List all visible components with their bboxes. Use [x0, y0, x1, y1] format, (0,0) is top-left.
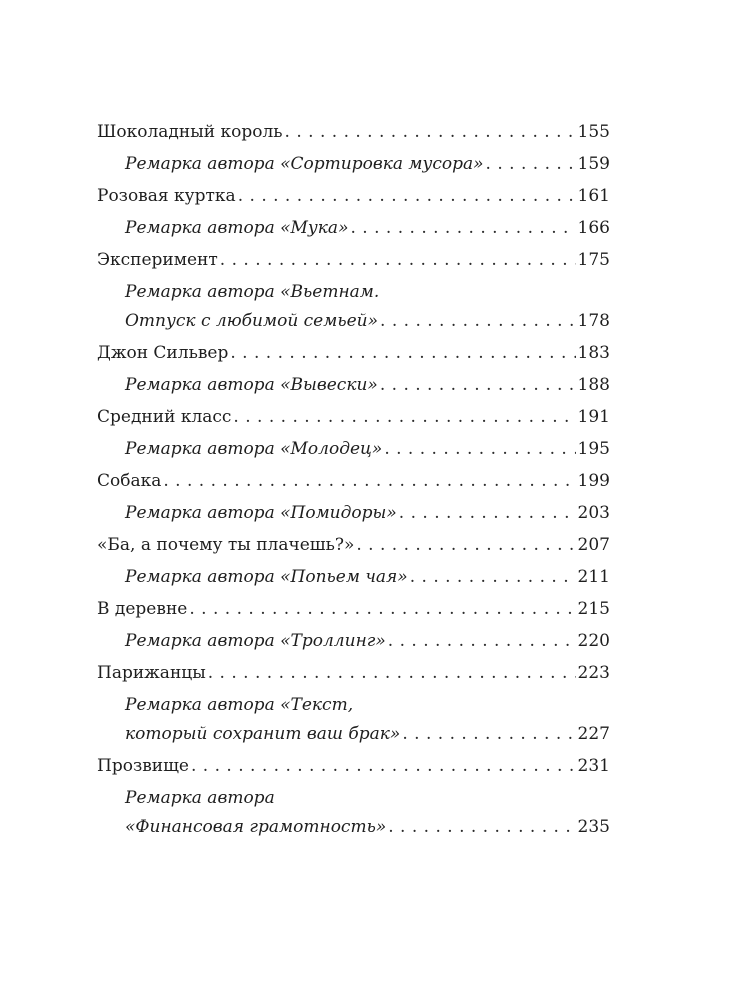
toc-entry-chapter	[97, 595, 610, 623]
page-number: 215	[577, 599, 610, 619]
toc-entry-chapter	[97, 752, 610, 780]
toc-entry-chapter	[97, 339, 610, 367]
toc-entry-chapter	[97, 467, 610, 495]
entry-title: Собака	[97, 471, 162, 491]
page-number: 203	[577, 503, 610, 523]
entry-title: «Финансовая грамотность»	[125, 817, 387, 837]
page-number: 235	[577, 817, 610, 837]
page-number: 195	[577, 439, 610, 459]
page-number: 161	[577, 186, 610, 206]
entry-title: который сохранит ваш брак»	[125, 724, 401, 744]
dot-leader	[220, 246, 576, 274]
toc-entry-remark	[97, 499, 610, 527]
dot-leader	[486, 150, 576, 178]
dot-leader	[399, 499, 576, 527]
dot-leader	[233, 403, 575, 431]
entry-title: Джон Сильвер	[97, 343, 229, 363]
toc-entry-remark	[97, 627, 610, 655]
toc-entry-chapter	[97, 403, 610, 431]
toc-entry-remark	[97, 563, 610, 591]
toc-entry-remark	[97, 278, 610, 335]
page-number: 188	[577, 375, 610, 395]
entry-title: Эксперимент	[97, 250, 218, 270]
entry-title: В деревне	[97, 599, 188, 619]
page-number: 178	[577, 311, 610, 331]
entry-title: Ремарка автора «Молодец»	[125, 439, 383, 459]
entry-title: Шоколадный король	[97, 122, 283, 142]
entry-title: Розовая куртка	[97, 186, 236, 206]
toc-entry-chapter	[97, 531, 610, 559]
page-number: 159	[577, 154, 610, 174]
dot-leader	[163, 467, 575, 495]
page-number: 231	[577, 756, 610, 776]
toc-entry-chapter	[97, 182, 610, 210]
page-number: 175	[577, 250, 610, 270]
entry-title: Ремарка автора «Сортировка мусора»	[125, 154, 484, 174]
page-number: 199	[577, 471, 610, 491]
dot-leader	[191, 752, 576, 780]
dot-leader	[410, 563, 576, 591]
dot-leader	[380, 371, 576, 399]
dot-leader	[356, 531, 575, 559]
toc-entry-remark	[97, 371, 610, 399]
toc-entry-remark	[97, 214, 610, 242]
dot-leader	[230, 339, 575, 367]
entry-title: Ремарка автора «Помидоры»	[125, 503, 397, 523]
dot-leader	[208, 659, 576, 687]
table-of-contents	[97, 118, 610, 845]
dot-leader	[402, 720, 575, 748]
page-number: 220	[577, 631, 610, 651]
entry-title: Ремарка автора «Мука»	[125, 218, 349, 238]
page-number: 207	[577, 535, 610, 555]
entry-title: Прозвище	[97, 756, 189, 776]
dot-leader	[380, 307, 576, 335]
entry-title-first-line: Ремарка автора «Текст,	[125, 695, 354, 715]
entry-title: Ремарка автора «Троллинг»	[125, 631, 386, 651]
page-number: 223	[577, 663, 610, 683]
page-number: 166	[577, 218, 610, 238]
dot-leader	[384, 435, 575, 463]
page-number: 183	[577, 343, 610, 363]
dot-leader	[350, 214, 575, 242]
toc-entry-chapter	[97, 246, 610, 274]
page-number: 155	[577, 122, 610, 142]
toc-entry-remark	[97, 435, 610, 463]
entry-title: Ремарка автора «Вывески»	[125, 375, 378, 395]
page-number: 191	[577, 407, 610, 427]
entry-title: «Ба, а почему ты плачешь?»	[97, 535, 355, 555]
entry-title: Средний класс	[97, 407, 232, 427]
entry-title: Отпуск с любимой семьей»	[125, 311, 379, 331]
entry-title-first-line: Ремарка автора	[125, 788, 275, 808]
entry-title-first-line: Ремарка автора «Вьетнам.	[125, 282, 380, 302]
dot-leader	[189, 595, 575, 623]
page-number: 211	[577, 567, 610, 587]
entry-title: Парижанцы	[97, 663, 206, 683]
dot-leader	[388, 627, 576, 655]
entry-title: Ремарка автора «Попьем чая»	[125, 567, 408, 587]
toc-entry-chapter	[97, 118, 610, 146]
dot-leader	[285, 118, 576, 146]
dot-leader	[238, 182, 576, 210]
toc-entry-remark	[97, 691, 610, 748]
dot-leader	[388, 813, 575, 841]
toc-entry-remark	[97, 784, 610, 841]
toc-entry-chapter	[97, 659, 610, 687]
toc-entry-remark	[97, 150, 610, 178]
page-number: 227	[577, 724, 610, 744]
